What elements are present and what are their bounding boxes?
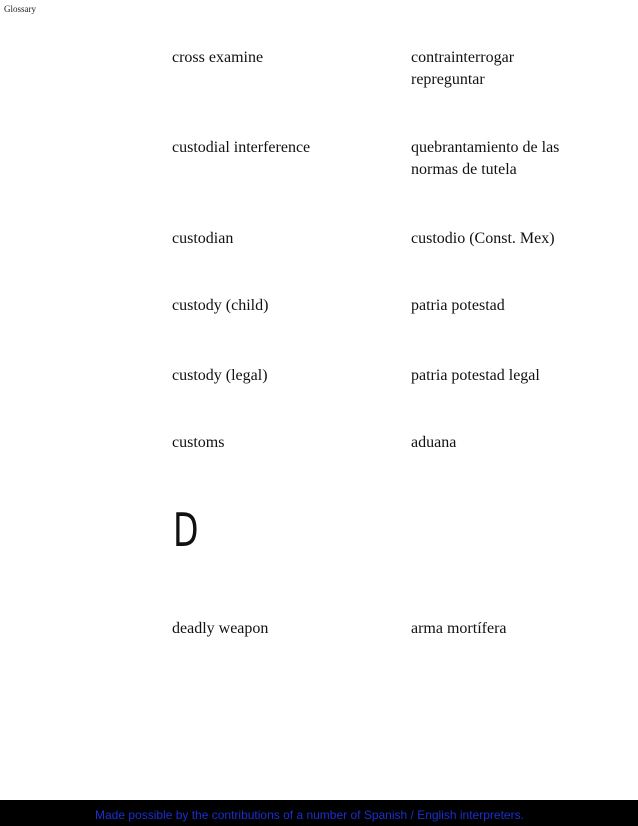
term-spanish: contrainterrogar repreguntar — [411, 49, 515, 88]
term-english: custody (legal) — [172, 367, 268, 384]
term-spanish: patria potestad legal — [411, 367, 540, 384]
term-spanish: arma mortífera — [411, 620, 507, 637]
section-letter: D — [173, 503, 199, 557]
term-english: deadly weapon — [172, 620, 269, 637]
term-spanish: aduana — [411, 434, 457, 451]
footer-credit: Made possible by the contributions of a number of Spanish / English interpreters. — [95, 808, 524, 822]
term-spanish: patria potestad — [411, 297, 505, 314]
term-english: customs — [172, 434, 225, 451]
term-spanish: custodio (Const. Mex) — [411, 230, 555, 247]
running-header: Glossary — [4, 4, 36, 14]
footer-bar — [0, 800, 638, 826]
term-english: custody (child) — [172, 297, 269, 314]
term-english: cross examine — [172, 49, 264, 66]
term-spanish: quebrantamiento de las normas de tutela — [411, 139, 560, 178]
term-english: custodial interference — [172, 139, 311, 156]
term-english: custodian — [172, 230, 234, 247]
